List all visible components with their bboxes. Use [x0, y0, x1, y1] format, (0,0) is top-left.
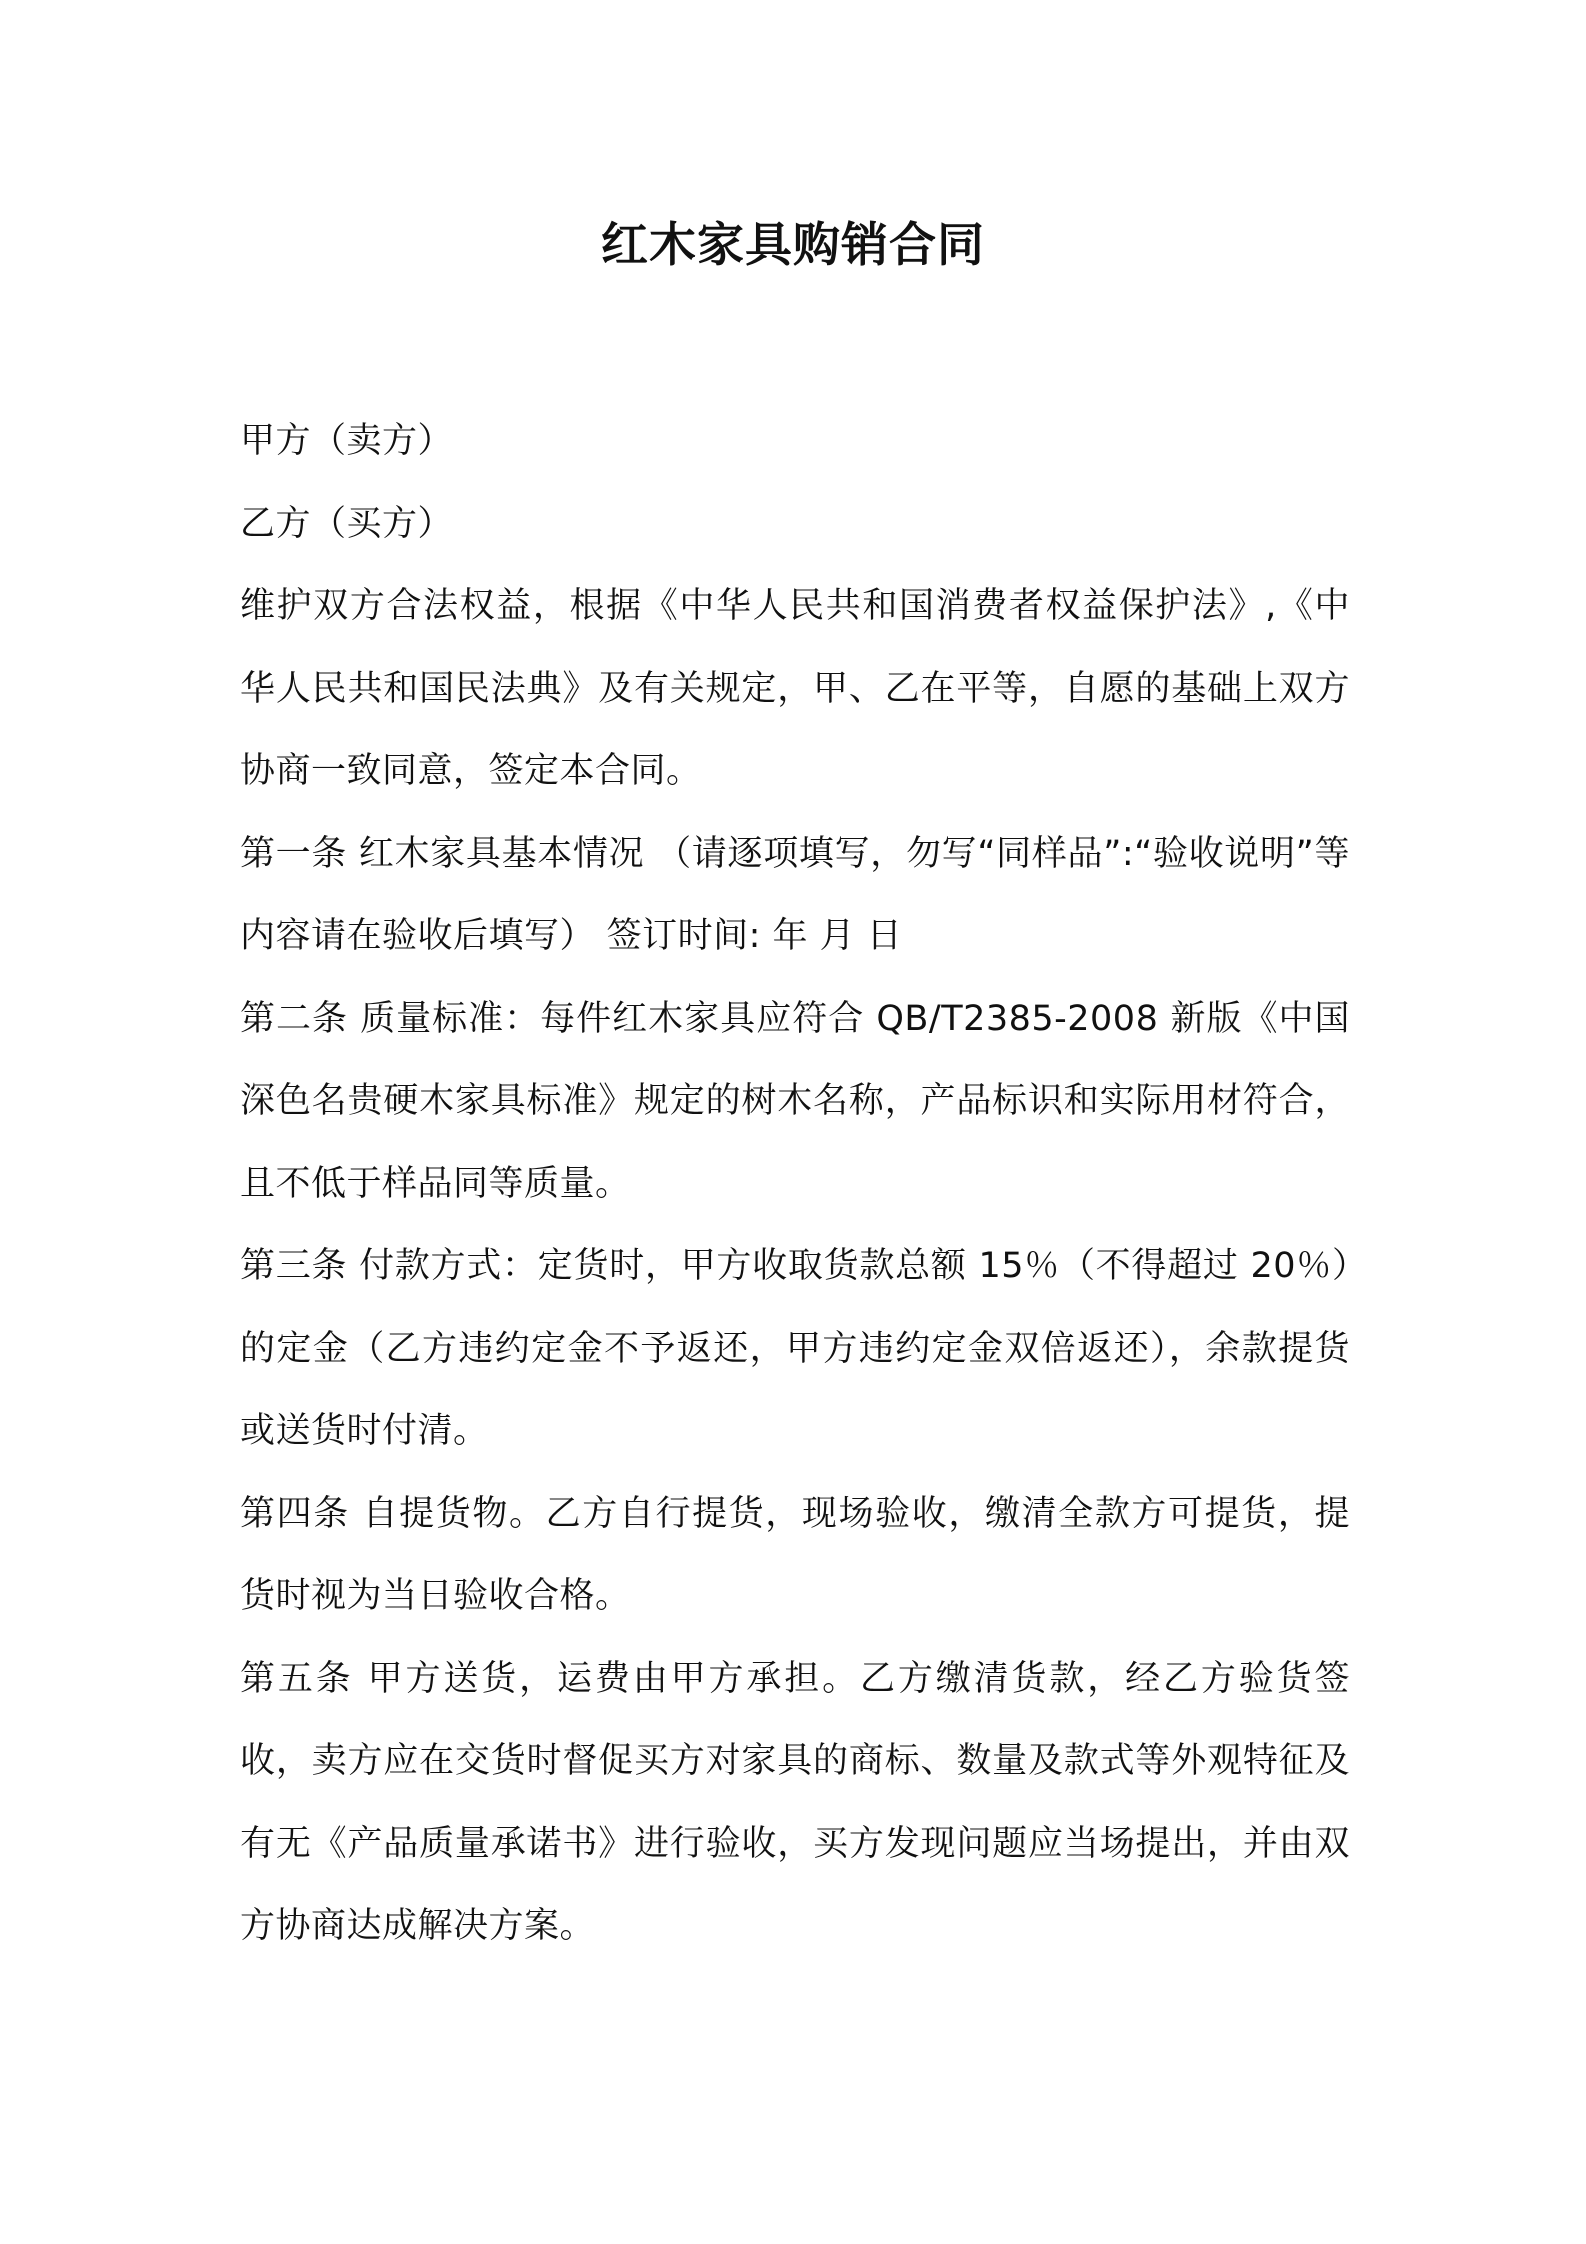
preamble-paragraph: 维护双方合法权益，根据《中华人民共和国消费者权益保护法》,《中华人民共和国民法典》及有关规定，甲、乙在平等，自愿的基础上双方协商一致同意，签定本合同。 — [240, 586, 1350, 791]
article-3-paragraph: 第三条 付款方式：定货时，甲方收取货款总额 15％（不得超过 20％）的定金（乙方违约定金不予返还，甲方违约定金双倍返还），余款提货或送货时付清。 — [240, 1246, 1350, 1451]
party-b-line: 乙方（买方） — [240, 503, 454, 544]
document-title: 红木家具购销合同 — [601, 218, 985, 273]
party-a-line: 甲方（卖方） — [240, 421, 454, 461]
article-1-paragraph: 第一条 红木家具基本情况 （请逐项填写，勿写“同样品”:“验收说明”等内容请在验收后填写） 签订时间: 年 月 日 — [240, 833, 1350, 956]
contract-body — [240, 400, 1350, 1968]
article-4-paragraph: 第四条 自提货物。乙方自行提货，现场验收，缴清全款方可提货，提货时视为当日验收合格。 — [240, 1493, 1350, 1616]
article-2-paragraph: 第二条 质量标准：每件红木家具应符合 QB/T2385-2008 新版《中国深色名贵硬木家具标准》规定的树木名称，产品标识和实际用材符合，且不低于样品同等质量。 — [240, 998, 1350, 1204]
article-5-paragraph: 第五条 甲方送货，运费由甲方承担。乙方缴清货款，经乙方验货签收，卖方应在交货时督促买方对家具的商标、数量及款式等外观特征及有无《产品质量承诺书》进行验收，买方发现问题应当场提出，并由双方协商达成解决方案。 — [240, 1658, 1350, 1946]
